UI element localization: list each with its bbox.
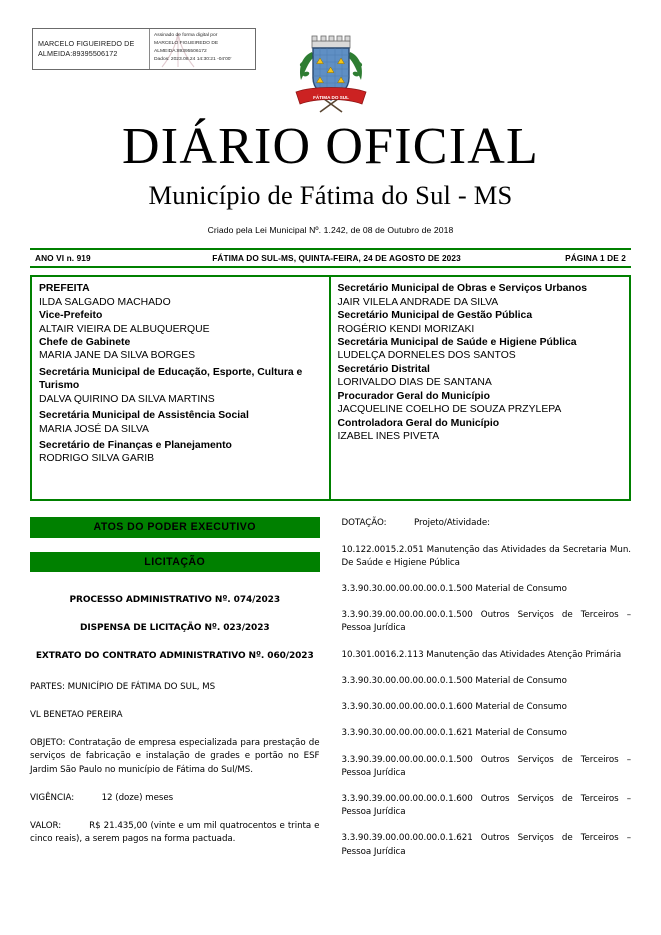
official-name: DALVA QUIRINO DA SILVA MARTINS xyxy=(39,393,215,405)
official-name: ILDA SALGADO MACHADO xyxy=(39,296,171,308)
header-top-row xyxy=(30,0,631,100)
page-title: DIÁRIO OFICIAL xyxy=(122,118,539,175)
official-entry xyxy=(338,309,624,336)
municipal-coat-of-arms xyxy=(30,34,631,116)
budget-entry-desc: Material de Consumo xyxy=(475,728,567,739)
budget-entry-code: 3.3.90.30.00.00.00.00.0.1.500 xyxy=(341,584,473,594)
official-name: JACQUELINE COELHO DE SOUZA PRZYLEPA xyxy=(337,404,562,416)
budget-entry-code: 10.122.0015.2.051 xyxy=(341,544,424,555)
budget-entry-code: 3.3.90.30.00.00.00.00.0.1.600 xyxy=(341,702,473,713)
official-entry xyxy=(39,282,323,309)
contract-object: OBJETO: Contratação de empresa especializada para prestação de serviços de fabricação e instalação de grades e portão no ESF Jardim São Paulo no município de Fátima do Sul/MS. xyxy=(30,738,320,775)
banner-licitacao: LICITAÇÃO xyxy=(30,552,320,573)
budget-entry-code: 3.3.90.30.00.00.00.00.0.1.621 xyxy=(341,728,473,739)
bidding-waiver-number: DISPENSA DE LICITAÇÃO Nº. 023/2023 xyxy=(79,623,270,634)
official-name: IZABEL INES PIVETA xyxy=(337,430,440,442)
edition-place-date: FÁTIMA DO SUL-MS, QUINTA-FEIRA, 24 DE AGOSTO DE 2023 xyxy=(212,253,461,264)
official-entry xyxy=(39,439,323,466)
official-role: Procurador Geral do Município xyxy=(337,390,490,402)
budget-entry-code: 3.3.90.39.00.00.00.00.0.1.600 xyxy=(341,793,473,804)
official-role: Vice-Prefeito xyxy=(39,310,103,322)
official-role: PREFEITA xyxy=(39,283,90,295)
official-name: LORIVALDO DIAS DE SANTANA xyxy=(337,377,492,389)
process-number: PROCESSO ADMINISTRATIVO Nº. 074/2023 xyxy=(69,595,280,606)
official-role: Secretário Distrital xyxy=(337,363,430,375)
budget-entry xyxy=(342,793,632,819)
contract-value-label: VALOR: xyxy=(30,820,62,831)
edition-bar xyxy=(30,248,631,268)
contract-parties: PARTES: MUNICÍPIO DE FÁTIMA DO SUL, MS xyxy=(30,681,216,692)
official-name: ALTAIR VIEIRA DE ALBUQUERQUE xyxy=(39,323,210,335)
contract-contractor: VL BENETAO PEREIRA xyxy=(30,709,123,720)
budget-header xyxy=(342,517,632,530)
budget-entry xyxy=(342,675,632,688)
banner-atos-poder-executivo: ATOS DO PODER EXECUTIVO xyxy=(30,517,320,538)
signature-details xyxy=(149,29,255,69)
budget-entry-desc: Manutenção das Atividades Atenção Primária xyxy=(426,649,622,660)
official-role: Secretária Municipal de Saúde e Higiene Pública xyxy=(337,337,577,349)
official-role: Secretária Municipal de Educação, Esporte, Cultura e Turismo xyxy=(39,366,303,392)
budget-entry-code: 3.3.90.39.00.00.00.00.0.1.621 xyxy=(341,833,473,844)
official-name: LUDELÇA DORNELES DOS SANTOS xyxy=(337,350,516,362)
contract-term-label: VIGÊNCIA: xyxy=(30,792,75,803)
signature-signer-name: MARCELO FIGUEIREDO DE ALMEIDA:89395506172 xyxy=(38,38,135,58)
budget-entry-code: 3.3.90.30.00.00.00.00.0.1.500 xyxy=(341,675,473,686)
official-role: Controladora Geral do Município xyxy=(337,417,500,429)
officials-column-right xyxy=(331,277,630,499)
official-role: Secretária Municipal de Assistência Social xyxy=(39,410,249,422)
budget-entry xyxy=(342,583,632,596)
budget-entry xyxy=(342,832,632,858)
budget-header-value: Projeto/Atividade: xyxy=(413,518,491,529)
budget-entry xyxy=(342,727,632,740)
official-name: JAIR VILELA ANDRADE DA SILVA xyxy=(337,296,499,308)
official-name: MARIA JANE DA SILVA BORGES xyxy=(39,350,196,362)
official-name: RODRIGO SILVA GARIB xyxy=(39,453,155,465)
budget-entry xyxy=(342,701,632,714)
masthead-subtitle: Município de Fátima do Sul - MS xyxy=(148,180,513,211)
signature-line-1: Assinado de forma digital por xyxy=(154,33,218,38)
budget-entry-desc: Outros Serviços de Terceiros – Pessoa Jurídica xyxy=(341,793,631,818)
officials-box xyxy=(30,275,631,501)
official-entry xyxy=(338,363,624,390)
coat-of-arms-icon xyxy=(294,34,368,116)
official-role: Secretário Municipal de Obras e Serviços Urbanos xyxy=(337,283,587,295)
budget-entry-code: 3.3.90.39.00.00.00.00.0.1.500 xyxy=(341,754,473,765)
contract-value-text: R$ 21.435,00 (vinte e um mil quatrocentos e trinta e cinco reais), a serem pagos na forma pactuada. xyxy=(30,820,320,845)
masthead-law-reference: Criado pela Lei Municipal Nº. 1.242, de 08 de Outubro de 2018 xyxy=(207,225,454,236)
official-entry xyxy=(338,390,624,417)
contract-term-row xyxy=(30,792,320,805)
crest-ribbon-text: FÁTIMA DO SUL xyxy=(312,95,349,100)
edition-page-number: PÁGINA 1 DE 2 xyxy=(565,253,626,264)
budget-entry xyxy=(342,544,632,570)
budget-entry-desc: Material de Consumo xyxy=(475,675,567,686)
budget-entry-desc: Outros Serviços de Terceiros – Pessoa Jurídica xyxy=(341,833,631,857)
contract-value-row xyxy=(30,820,320,846)
content-column-left xyxy=(30,517,320,859)
content-column-right xyxy=(342,517,632,859)
contract-extract-number: EXTRATO DO CONTRATO ADMINISTRATIVO Nº. 060/2023 xyxy=(35,650,314,661)
official-entry xyxy=(39,366,323,406)
official-role: Secretário Municipal de Gestão Pública xyxy=(337,310,533,322)
official-role: Secretário de Finanças e Planejamento xyxy=(39,439,232,451)
budget-entry-code: 10.301.0016.2.113 xyxy=(341,649,424,660)
budget-entry xyxy=(342,754,632,780)
official-name: ROGÉRIO KENDI MORIZAKI xyxy=(337,323,475,335)
signature-line-3: ALMEIDA:89395506172 xyxy=(154,48,207,54)
content-columns xyxy=(30,517,631,859)
budget-entry-desc: Material de Consumo xyxy=(475,584,567,594)
budget-header-label: DOTAÇÃO: xyxy=(341,518,387,529)
official-entry xyxy=(338,417,624,444)
contract-term-value: 12 (doze) meses xyxy=(101,792,174,803)
official-entry xyxy=(338,282,624,309)
budget-entry-desc: Manutenção das Atividades da Secretaria Mun. De Saúde e Higiene Pública xyxy=(341,544,631,568)
masthead xyxy=(30,120,631,235)
official-entry xyxy=(39,309,323,336)
budget-entry-code: 3.3.90.39.00.00.00.00.0.1.500 xyxy=(341,610,473,621)
official-name: MARIA JOSÉ DA SILVA xyxy=(39,423,149,435)
signature-line-4: Dados: 2023.08.24 14:30:21 -04'00' xyxy=(154,56,232,62)
budget-entry-desc: Outros Serviços de Terceiros – Pessoa Jurídica xyxy=(341,610,631,634)
officials-column-left xyxy=(32,277,331,499)
budget-entry xyxy=(342,649,632,662)
official-entry xyxy=(39,409,323,436)
edition-year-issue: ANO VI n. 919 xyxy=(35,253,91,264)
official-entry xyxy=(338,336,624,363)
official-entry xyxy=(39,336,323,363)
budget-entry-desc: Material de Consumo xyxy=(475,702,567,713)
budget-entry xyxy=(342,609,632,635)
budget-entry-desc: Outros Serviços de Terceiros – Pessoa Jurídica xyxy=(341,754,631,778)
official-role: Chefe de Gabinete xyxy=(39,337,131,349)
signature-line-2: MARCELO FIGUEIREDO DE xyxy=(154,40,219,46)
